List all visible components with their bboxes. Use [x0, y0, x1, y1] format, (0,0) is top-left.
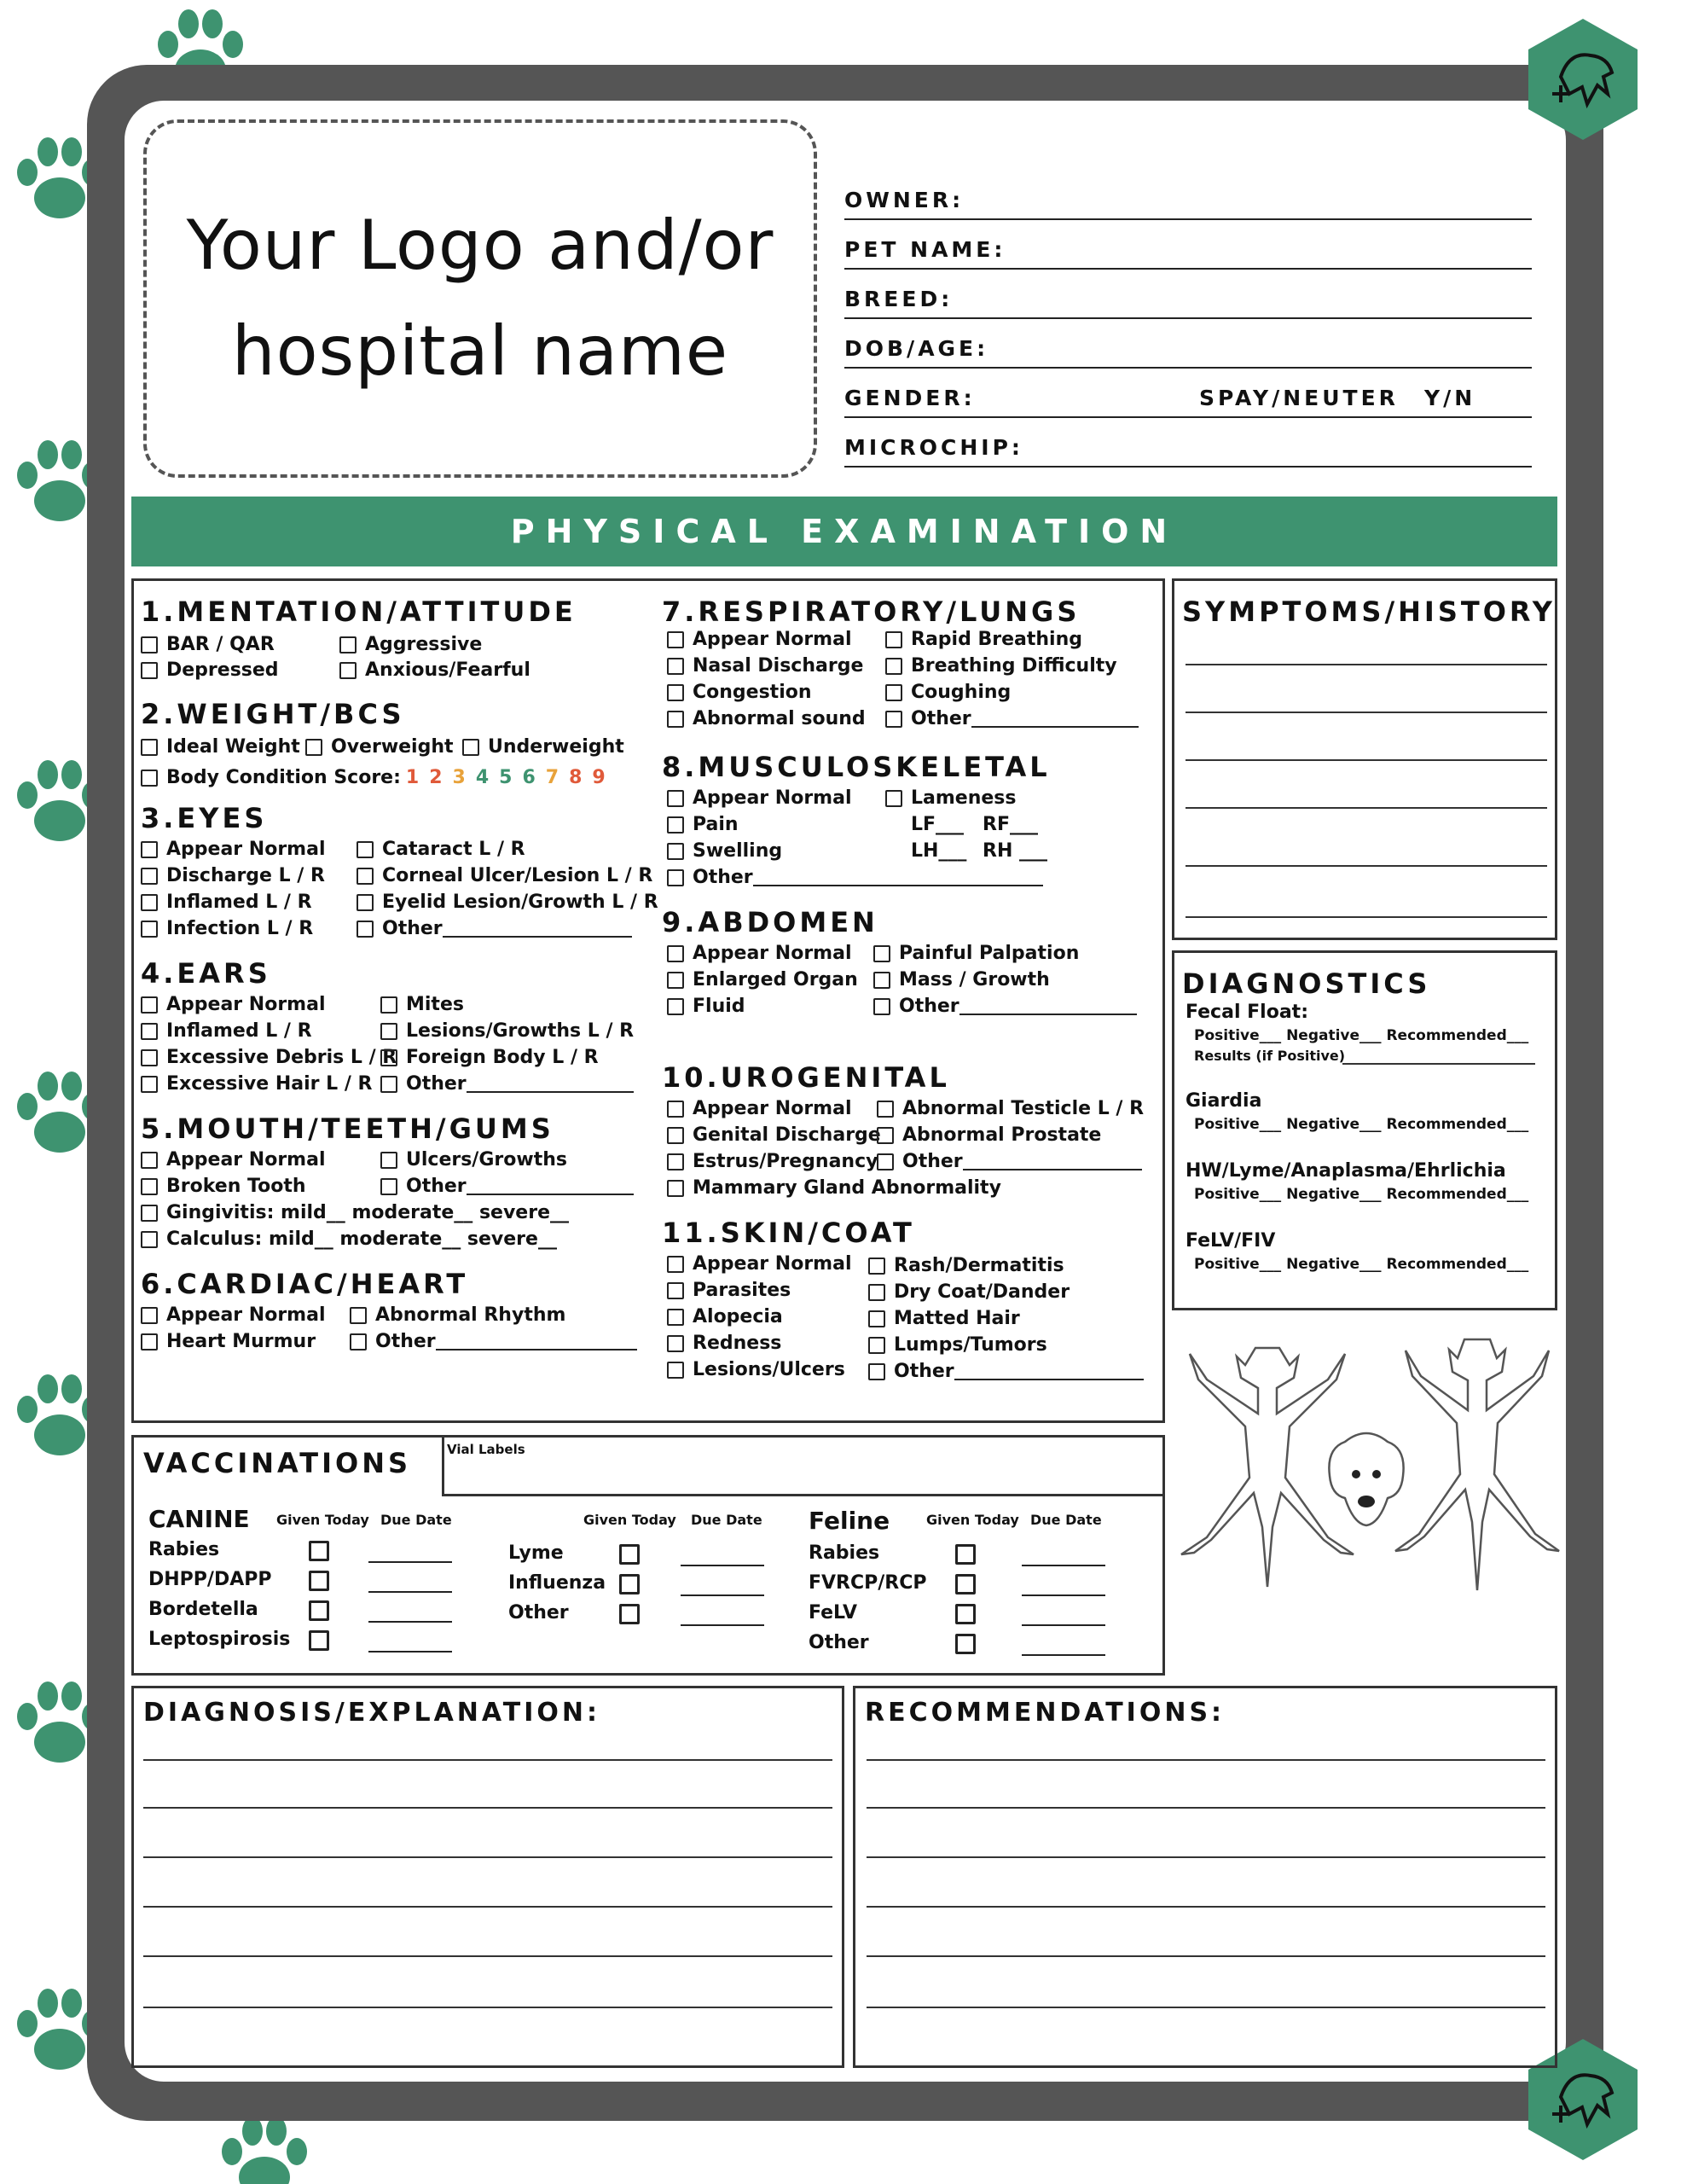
- checkbox-abdomen-normal[interactable]: Appear Normal: [667, 942, 851, 966]
- checkbox-breathing-difficulty[interactable]: Breathing Difficulty: [885, 654, 1117, 678]
- checkbox-abnormal-rhythm[interactable]: Abnormal Rhythm: [350, 1304, 565, 1327]
- checkbox-ulcers-growths[interactable]: Ulcers/Growths: [380, 1148, 567, 1172]
- ears-title: 4.EARS: [141, 957, 271, 990]
- spay-neuter-label: SPAY/NEUTER: [1199, 386, 1399, 410]
- breed-label: BREED:: [844, 287, 954, 311]
- checkbox-aggressive[interactable]: Aggressive: [339, 633, 482, 657]
- felv-fiv-label: FeLV/FIV: [1186, 1230, 1276, 1252]
- recommendations-title: RECOMMENDATIONS:: [865, 1698, 1226, 1728]
- diagnosis-line[interactable]: [143, 2007, 832, 2008]
- checkbox-musculo-other[interactable]: Other: [667, 866, 1043, 890]
- recommendations-box: [853, 1686, 1557, 2068]
- checkbox-lumps[interactable]: Lumps/Tumors: [868, 1333, 1047, 1357]
- checkbox-ears-inflamed[interactable]: Inflamed L / R: [141, 1019, 312, 1043]
- calculus-scale[interactable]: Calculus: mild__ moderate__ severe__: [141, 1228, 557, 1252]
- checkbox-fluid[interactable]: Fluid: [667, 995, 745, 1019]
- due-date-line[interactable]: [681, 1565, 764, 1566]
- body-condition-score[interactable]: Body Condition Score: 1 2 3 4 5 6 7 8 9: [141, 766, 616, 790]
- owner-label: OWNER:: [844, 188, 965, 212]
- checkbox-heart-other[interactable]: Other: [350, 1330, 637, 1354]
- checkbox-heart-murmur[interactable]: Heart Murmur: [141, 1330, 316, 1354]
- checkbox-lameness[interactable]: Lameness: [885, 787, 1016, 810]
- vaccine-lyme: Lyme: [508, 1542, 564, 1564]
- symptoms-line[interactable]: [1186, 916, 1547, 918]
- skin-title: 11.SKIN/COAT: [662, 1217, 915, 1249]
- due-date-line[interactable]: [1022, 1654, 1105, 1656]
- vaccine-dhpp: DHPP/DAPP: [148, 1569, 272, 1590]
- checkbox-heart-normal[interactable]: Appear Normal: [141, 1304, 325, 1327]
- diagnosis-title: DIAGNOSIS/EXPLANATION:: [143, 1698, 601, 1728]
- body-diagram-icon[interactable]: [1170, 1331, 1562, 1647]
- due-date-header: Due Date: [380, 1512, 452, 1528]
- due-date-line[interactable]: [681, 1594, 764, 1596]
- vaccinations-title: VACCINATIONS: [143, 1447, 412, 1479]
- symptoms-line[interactable]: [1186, 865, 1547, 867]
- recommendations-line[interactable]: [867, 1807, 1545, 1809]
- diagnosis-line[interactable]: [143, 1759, 832, 1761]
- checkbox-swelling[interactable]: Swelling: [667, 839, 782, 863]
- checkbox-uro-other[interactable]: Other: [877, 1150, 1142, 1174]
- checkbox-eyes-normal[interactable]: Appear Normal: [141, 838, 325, 862]
- checkbox-mass-growth[interactable]: Mass / Growth: [873, 968, 1050, 992]
- checkbox-depressed[interactable]: Depressed: [141, 659, 279, 682]
- vet-badge-icon: [1527, 17, 1639, 142]
- recommendations-line[interactable]: [867, 1856, 1545, 1858]
- checkbox-musculo-normal[interactable]: Appear Normal: [667, 787, 851, 810]
- symptoms-line[interactable]: [1186, 807, 1547, 809]
- checkbox-congestion[interactable]: Congestion: [667, 681, 812, 705]
- given-today-checkbox[interactable]: [619, 1544, 640, 1565]
- checkbox-corneal-ulcer[interactable]: Corneal Ulcer/Lesion L / R: [357, 864, 652, 888]
- due-date-line[interactable]: [1022, 1624, 1105, 1626]
- dob-age-label: DOB/AGE:: [844, 336, 989, 361]
- physical-exam-banner: PHYSICAL EXAMINATION: [131, 497, 1557, 566]
- given-today-header: Given Today: [583, 1512, 676, 1528]
- pet-name-label: PET NAME:: [844, 237, 1006, 262]
- checkbox-nasal-discharge[interactable]: Nasal Discharge: [667, 654, 863, 678]
- recommendations-line[interactable]: [867, 1759, 1545, 1761]
- checkbox-abnormal-sound[interactable]: Abnormal sound: [667, 707, 866, 731]
- checkbox-dry-coat[interactable]: Dry Coat/Dander: [868, 1281, 1070, 1304]
- recommendations-line[interactable]: [867, 1955, 1545, 1957]
- owner-field[interactable]: [844, 186, 1532, 220]
- checkbox-mouth-other[interactable]: Other: [380, 1175, 634, 1199]
- checkbox-cataract[interactable]: Cataract L / R: [357, 838, 525, 862]
- diagnosis-line[interactable]: [143, 1906, 832, 1908]
- fecal-float-label: Fecal Float:: [1186, 1002, 1308, 1023]
- checkbox-mites[interactable]: Mites: [380, 993, 464, 1017]
- giardia-result-row[interactable]: Positive___ Negative___ Recommended___: [1194, 1116, 1529, 1133]
- checkbox-skin-other[interactable]: Other: [868, 1360, 1144, 1384]
- checkbox-uro-normal[interactable]: Appear Normal: [667, 1097, 851, 1121]
- checkbox-matted-hair[interactable]: Matted Hair: [868, 1307, 1020, 1331]
- checkbox-redness[interactable]: Redness: [667, 1332, 781, 1356]
- due-date-line[interactable]: [681, 1624, 764, 1626]
- given-today-checkbox[interactable]: [309, 1630, 329, 1651]
- checkbox-ear-foreign-body[interactable]: Foreign Body L / R: [380, 1046, 599, 1070]
- given-today-checkbox[interactable]: [955, 1604, 976, 1624]
- given-today-checkbox[interactable]: [955, 1634, 976, 1654]
- gender-field[interactable]: [844, 384, 1532, 418]
- diagnosis-line[interactable]: [143, 1807, 832, 1809]
- checkbox-genital-discharge[interactable]: Genital Discharge: [667, 1124, 881, 1147]
- checkbox-estrus[interactable]: Estrus/Pregnancy: [667, 1150, 878, 1174]
- checkbox-underweight[interactable]: Underweight: [462, 735, 624, 759]
- diagnosis-line[interactable]: [143, 1856, 832, 1858]
- checkbox-coughing[interactable]: Coughing: [885, 681, 1011, 705]
- fecal-result-row[interactable]: Positive___ Negative___ Recommended___: [1194, 1027, 1529, 1044]
- given-today-checkbox[interactable]: [309, 1541, 329, 1561]
- weight-title: 2.WEIGHT/BCS: [141, 698, 405, 730]
- due-date-line[interactable]: [1022, 1594, 1105, 1596]
- recommendations-line[interactable]: [867, 2007, 1545, 2008]
- vaccine-leptospirosis: Leptospirosis: [148, 1629, 291, 1650]
- diagnostics-title: DIAGNOSTICS: [1182, 967, 1431, 1000]
- symptoms-line[interactable]: [1186, 712, 1547, 713]
- vaccine-influenza: Influenza: [508, 1572, 606, 1594]
- checkbox-parasites[interactable]: Parasites: [667, 1279, 791, 1303]
- checkbox-ear-lesions[interactable]: Lesions/Growths L / R: [380, 1019, 634, 1043]
- due-date-line[interactable]: [368, 1621, 452, 1623]
- due-date-line[interactable]: [368, 1651, 452, 1653]
- microchip-label: MICROCHIP:: [844, 435, 1023, 460]
- heartworm-result-row[interactable]: Positive___ Negative___ Recommended___: [1194, 1186, 1529, 1203]
- leg-rf[interactable]: RF___: [983, 814, 1038, 835]
- checkbox-eye-infection[interactable]: Infection L / R: [141, 917, 313, 941]
- given-today-checkbox[interactable]: [619, 1574, 640, 1594]
- checkbox-enlarged-organ[interactable]: Enlarged Organ: [667, 968, 858, 992]
- given-today-checkbox[interactable]: [309, 1571, 329, 1591]
- given-today-header: Given Today: [276, 1512, 369, 1528]
- symptoms-line[interactable]: [1186, 664, 1547, 665]
- symptoms-title: SYMPTOMS/HISTORY: [1182, 595, 1556, 628]
- diagnosis-line[interactable]: [143, 1955, 832, 1957]
- checkbox-skin-normal[interactable]: Appear Normal: [667, 1252, 851, 1276]
- vial-labels-label: Vial Labels: [447, 1442, 525, 1457]
- abdomen-title: 9.ABDOMEN: [662, 906, 878, 938]
- checkbox-painful-palpation[interactable]: Painful Palpation: [873, 942, 1079, 966]
- eyes-title: 3.EYES: [141, 802, 268, 834]
- vaccine-rabies: Rabies: [148, 1539, 220, 1560]
- yn-label: Y/N: [1424, 386, 1476, 410]
- checkbox-alopecia[interactable]: Alopecia: [667, 1305, 783, 1329]
- leg-lf[interactable]: LF___: [911, 814, 965, 835]
- checkbox-ears-other[interactable]: Other: [380, 1072, 634, 1096]
- checkbox-ideal-weight[interactable]: Ideal Weight: [141, 735, 300, 759]
- checkbox-ears-normal[interactable]: Appear Normal: [141, 993, 325, 1017]
- checkbox-rapid-breathing[interactable]: Rapid Breathing: [885, 628, 1082, 652]
- urogenital-title: 10.UROGENITAL: [662, 1061, 950, 1094]
- breed-field[interactable]: [844, 285, 1532, 319]
- checkbox-abdomen-other[interactable]: Other: [873, 995, 1137, 1019]
- gender-label: GENDER:: [844, 386, 976, 410]
- checkbox-rash[interactable]: Rash/Dermatitis: [868, 1254, 1064, 1278]
- due-date-line[interactable]: [368, 1591, 452, 1593]
- due-date-header: Due Date: [1030, 1512, 1102, 1528]
- gingivitis-scale[interactable]: Gingivitis: mild__ moderate__ severe__: [141, 1201, 569, 1225]
- canine-label: CANINE: [148, 1505, 250, 1533]
- checkbox-broken-tooth[interactable]: Broken Tooth: [141, 1175, 306, 1199]
- given-today-checkbox[interactable]: [309, 1600, 329, 1621]
- checkbox-lesions-ulcers[interactable]: Lesions/Ulcers: [667, 1358, 845, 1382]
- fecal-results-label: Results (if Positive): [1194, 1048, 1346, 1064]
- vial-labels-box[interactable]: [442, 1435, 1165, 1496]
- checkbox-resp-normal[interactable]: Appear Normal: [667, 628, 851, 652]
- diagnosis-box: [131, 1686, 844, 2068]
- feline-felv: FeLV: [809, 1602, 858, 1623]
- checkbox-bar-qar[interactable]: BAR / QAR: [141, 633, 275, 657]
- given-today-checkbox[interactable]: [619, 1604, 640, 1624]
- respiratory-title: 7.RESPIRATORY/LUNGS: [662, 595, 1081, 628]
- feline-label: Feline: [809, 1507, 890, 1535]
- checkbox-eyelid-lesion[interactable]: Eyelid Lesion/Growth L / R: [357, 891, 658, 915]
- checkbox-eye-discharge[interactable]: Discharge L / R: [141, 864, 325, 888]
- feline-fvrcp: FVRCP/RCP: [809, 1572, 927, 1594]
- dob-age-field[interactable]: [844, 334, 1532, 369]
- checkbox-mouth-normal[interactable]: Appear Normal: [141, 1148, 325, 1172]
- due-date-line[interactable]: [368, 1561, 452, 1563]
- checkbox-eye-inflamed[interactable]: Inflamed L / R: [141, 891, 312, 915]
- leg-lh[interactable]: LH___: [911, 840, 967, 862]
- due-date-header: Due Date: [691, 1512, 762, 1528]
- feline-other: Other: [809, 1632, 869, 1653]
- giardia-label: Giardia: [1186, 1090, 1262, 1112]
- fecal-results-line[interactable]: [1342, 1063, 1535, 1065]
- checkbox-ear-hair[interactable]: Excessive Hair L / R: [141, 1072, 372, 1096]
- checkbox-overweight[interactable]: Overweight: [305, 735, 454, 759]
- given-today-header: Given Today: [926, 1512, 1019, 1528]
- mentation-title: 1.MENTATION/ATTITUDE: [141, 595, 577, 628]
- pet-name-field[interactable]: [844, 235, 1532, 270]
- feline-rabies: Rabies: [809, 1542, 880, 1564]
- checkbox-pain[interactable]: Pain: [667, 813, 739, 837]
- checkbox-resp-other[interactable]: Other: [885, 707, 1139, 731]
- leg-rh[interactable]: RH ___: [983, 840, 1048, 862]
- checkbox-eyes-other[interactable]: Other: [357, 917, 632, 941]
- checkbox-ear-debris[interactable]: Excessive Debris L / R: [141, 1046, 397, 1070]
- given-today-checkbox[interactable]: [955, 1544, 976, 1565]
- checkbox-anxious[interactable]: Anxious/Fearful: [339, 659, 530, 682]
- musculo-title: 8.MUSCULOSKELETAL: [662, 751, 1051, 783]
- mouth-title: 5.MOUTH/TEETH/GUMS: [141, 1112, 554, 1145]
- given-today-checkbox[interactable]: [955, 1574, 976, 1594]
- vaccine-bordetella: Bordetella: [148, 1599, 258, 1620]
- logo-text: Your Logo and/or hospital name: [186, 206, 774, 391]
- logo-placeholder: [143, 119, 817, 478]
- felv-fiv-result-row[interactable]: Positive___ Negative___ Recommended___: [1194, 1256, 1529, 1273]
- recommendations-line[interactable]: [867, 1906, 1545, 1908]
- heartworm-label: HW/Lyme/Anaplasma/Ehrlichia: [1186, 1160, 1506, 1182]
- checkbox-abnormal-testicle[interactable]: Abnormal Testicle L / R: [877, 1097, 1144, 1121]
- symptoms-line[interactable]: [1186, 759, 1547, 761]
- checkbox-abnormal-prostate[interactable]: Abnormal Prostate: [877, 1124, 1101, 1147]
- vaccine-other: Other: [508, 1602, 569, 1623]
- cardiac-title: 6.CARDIAC/HEART: [141, 1268, 469, 1300]
- microchip-field[interactable]: [844, 433, 1532, 468]
- due-date-line[interactable]: [1022, 1565, 1105, 1566]
- checkbox-mammary[interactable]: Mammary Gland Abnormality: [667, 1176, 1001, 1200]
